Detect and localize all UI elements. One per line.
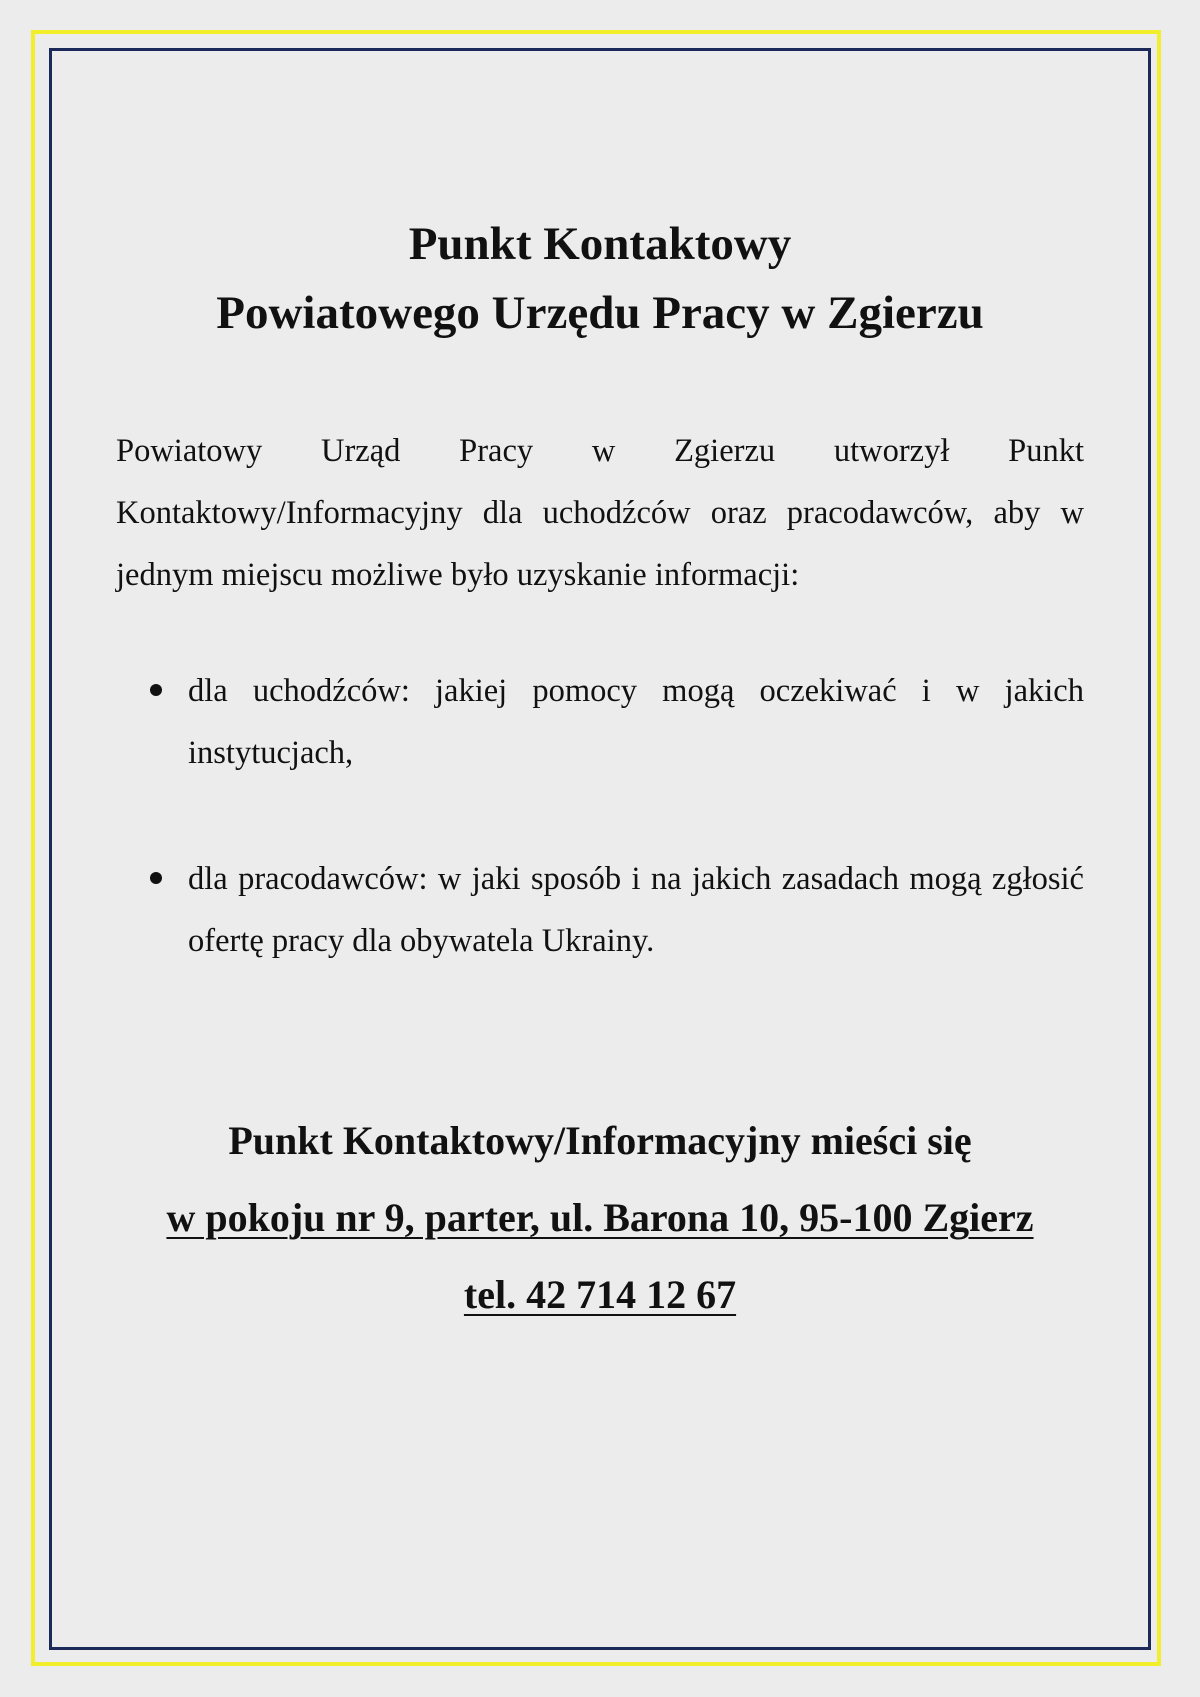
- contact-phone: tel. 42 714 12 67: [463, 1272, 737, 1317]
- info-list: [116, 660, 1084, 972]
- list-item-refugees: [116, 660, 1084, 784]
- list-item-text: dla uchodźców: jakiej pomocy mogą oczekiwać i w jakich instytucjach,: [188, 673, 1084, 771]
- contact-heading: Punkt Kontaktowy/Informacyjny mieści się: [228, 1118, 972, 1163]
- contact-address: w pokoju nr 9, parter, ul. Barona 10, 95-100 Zgierz: [166, 1195, 1034, 1240]
- title-line-2: Powiatowego Urzędu Pracy w Zgierzu: [216, 287, 984, 339]
- document-title: [116, 210, 1084, 348]
- list-item-employers: [116, 848, 1084, 972]
- bullet-dot-icon: [150, 684, 162, 696]
- intro-paragraph: Powiatowy Urząd Pracy w Zgierzu utworzył Punkt Kontaktowy/Informacyjny dla uchodźców oraz pracodawców, aby w jednym miejscu możliwe było uzyskanie informacji:: [116, 433, 1084, 593]
- bullet-dot-icon: [150, 872, 162, 884]
- title-line-1: Punkt Kontaktowy: [408, 218, 792, 270]
- list-item-text: dla pracodawców: w jaki sposób i na jakich zasadach mogą zgłosić ofertę pracy dla obywatela Ukrainy.: [188, 861, 1084, 959]
- contact-block: [116, 1102, 1084, 1333]
- document-content: [116, 210, 1084, 1333]
